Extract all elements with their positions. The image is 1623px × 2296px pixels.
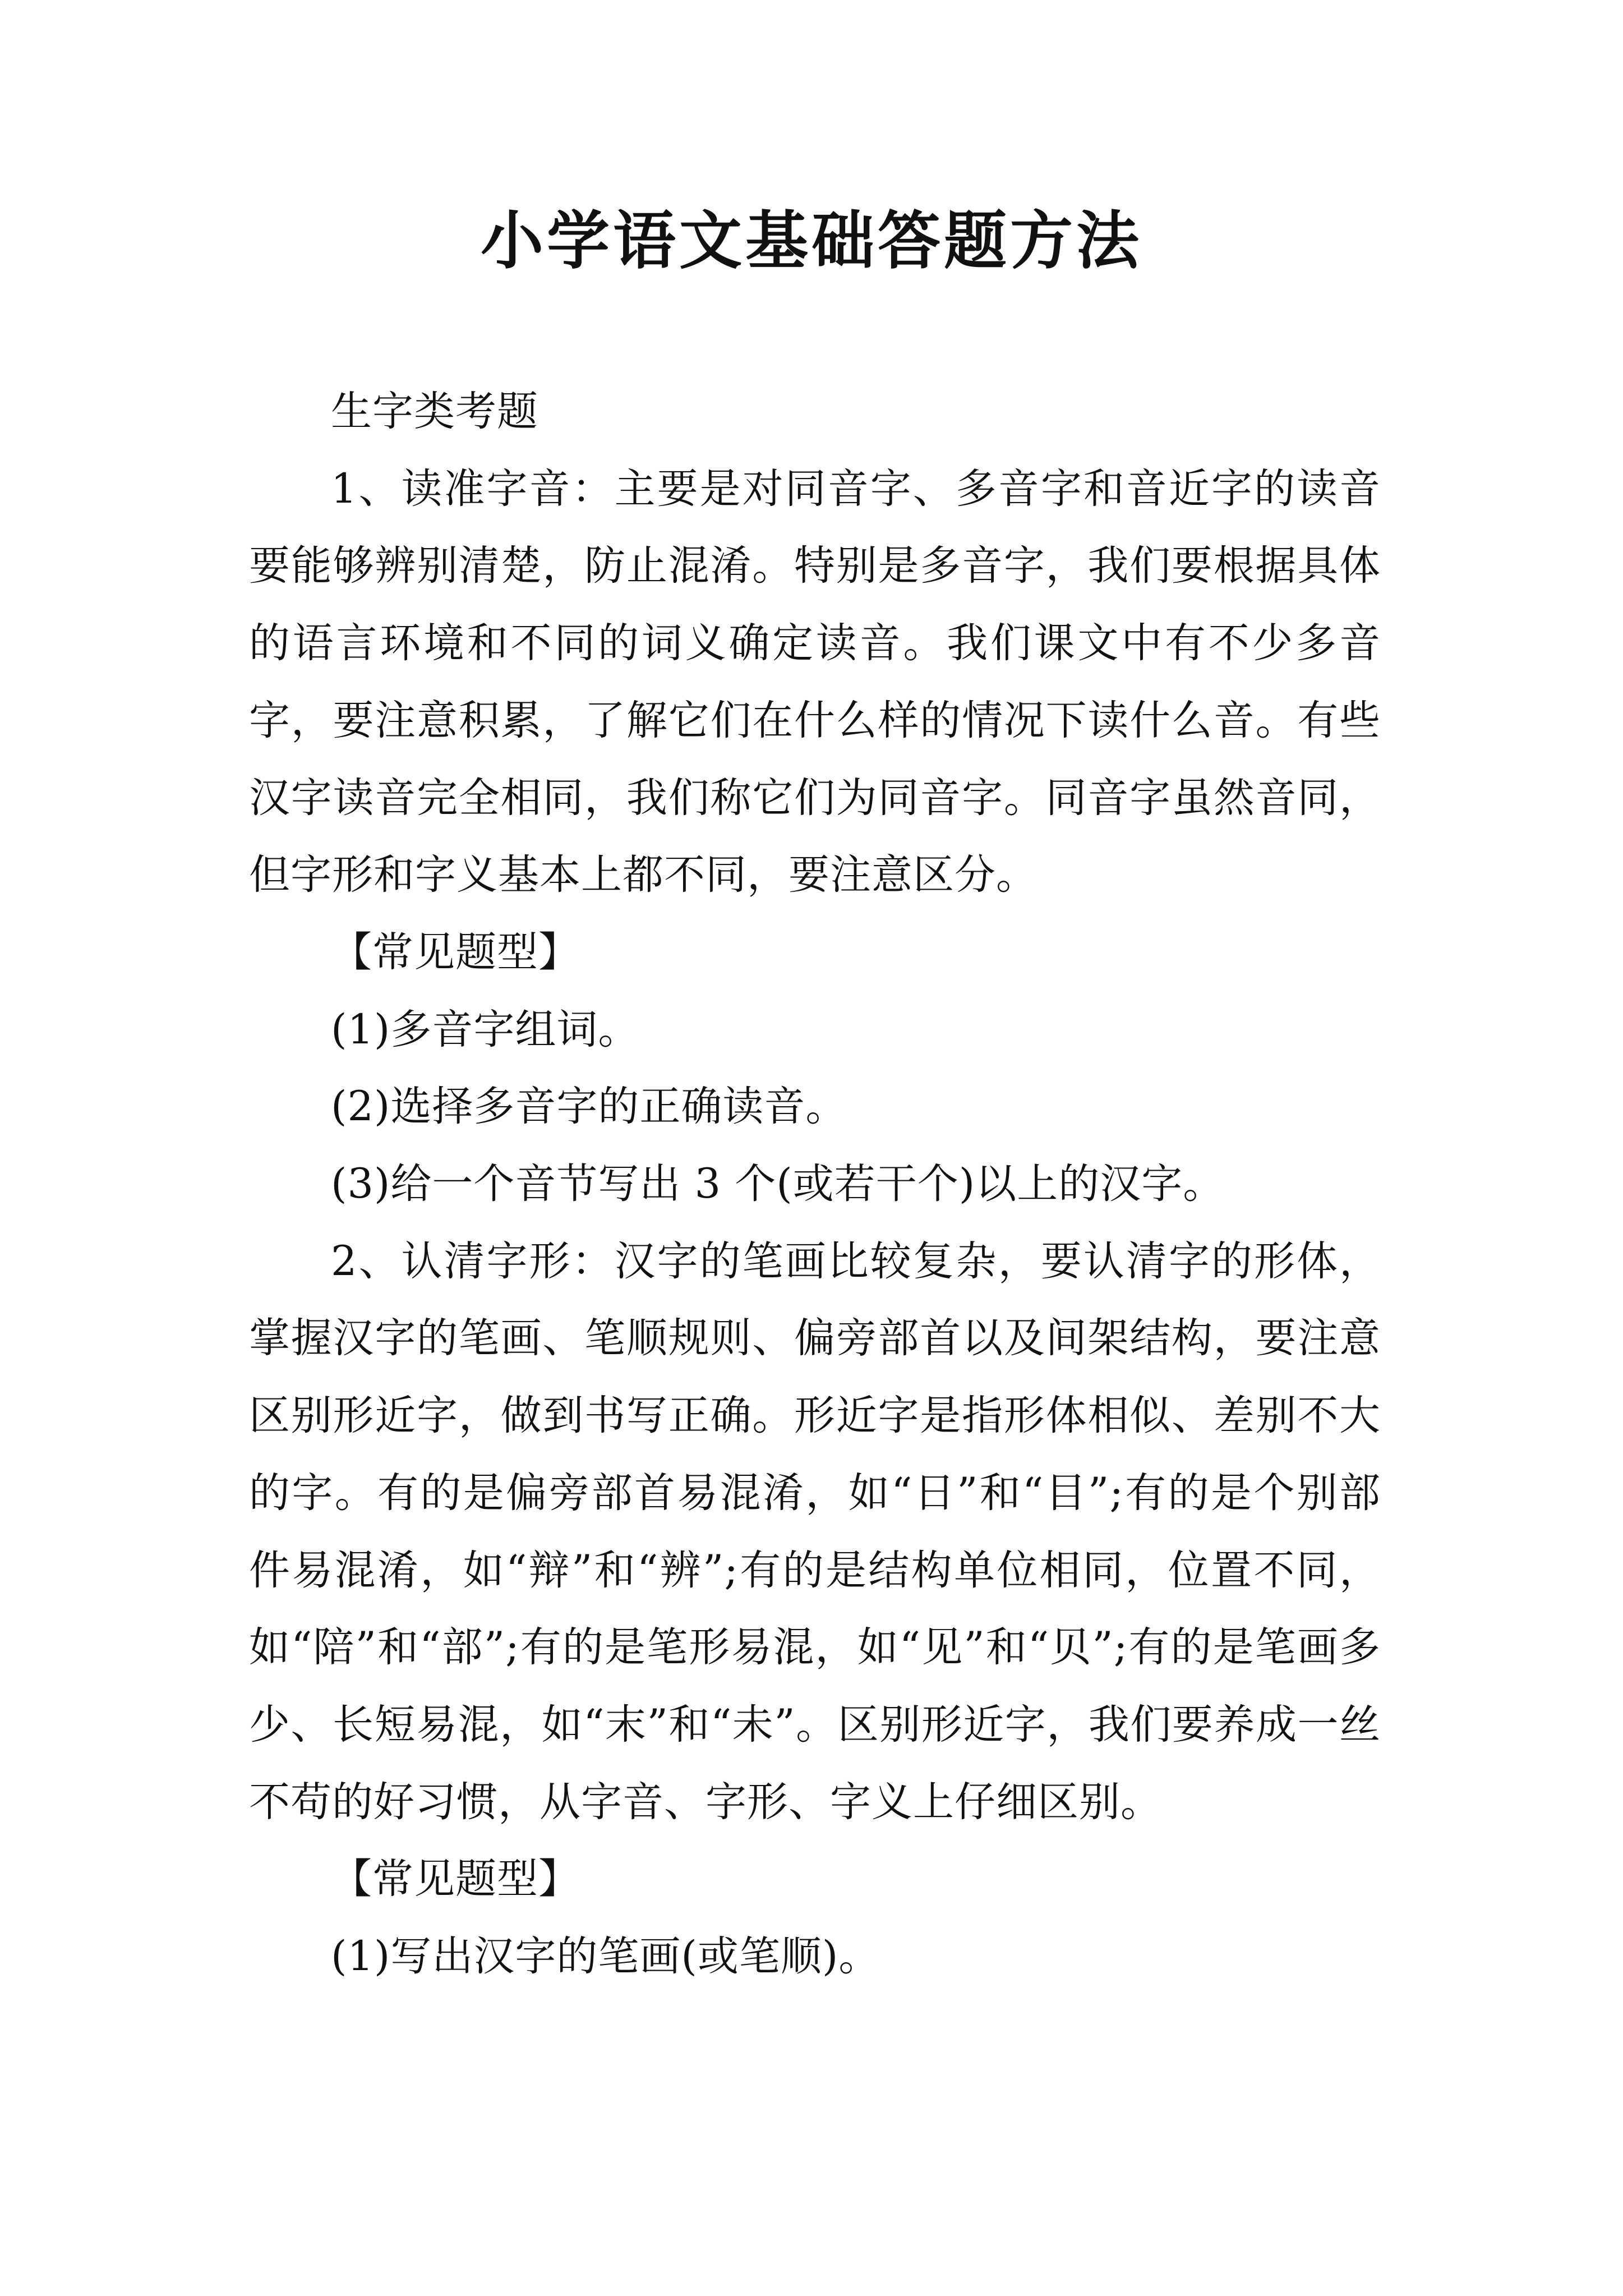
question-type-item: (1)多音字组词。 <box>331 1005 640 1053</box>
paragraph-pronunciation: 1、读准字音：主要是对同音字、多音字和音近字的读音要能够辨别清楚，防止混淆。特别是多音字，我们要根据具体的语言环境和不同的词义确定读音。我们课文中有不少多音字，要注意积累，了解它们在什么样的情况下读什么音。有些汉字读音完全相同，我们称它们为同音字。同音字虽然音同，但字形和字义基本上都不同，要注意区分。 <box>249 464 1381 899</box>
section-heading-characters: 生字类考题 <box>331 388 538 435</box>
document-body <box>249 373 1381 1995</box>
question-type-item: (3)给一个音节写出 3 个(或若干个)以上的汉字。 <box>331 1160 1225 1208</box>
common-question-types-heading: 【常见题型】 <box>331 1855 580 1903</box>
document-title: 小学语文基础答题方法 <box>481 204 1142 278</box>
common-question-types-heading: 【常见题型】 <box>331 928 580 976</box>
question-type-item: (1)写出汉字的笔画(或笔顺)。 <box>331 1932 880 1981</box>
question-type-item: (2)选择多音字的正确读音。 <box>331 1083 847 1131</box>
paragraph-character-form: 2、认清字形：汉字的笔画比较复杂，要认清字的形体，掌握汉字的笔画、笔顺规则、偏旁部首以及间架结构，要注意区别形近字，做到书写正确。形近字是指形体相似、差别不大的字。有的是偏旁部首易混淆，如“日”和“目”;有的是个别部件易混淆，如“辩”和“辨”;有的是结构单位相同，位置不同，如“陪”和“部”;有的是笔形易混，如“见”和“贝”;有的是笔画多少、长短易混，如“末”和“未”。区别形近字，我们要养成一丝不苟的好习惯，从字音、字形、字义上仔细区别。 <box>249 1237 1381 1826</box>
